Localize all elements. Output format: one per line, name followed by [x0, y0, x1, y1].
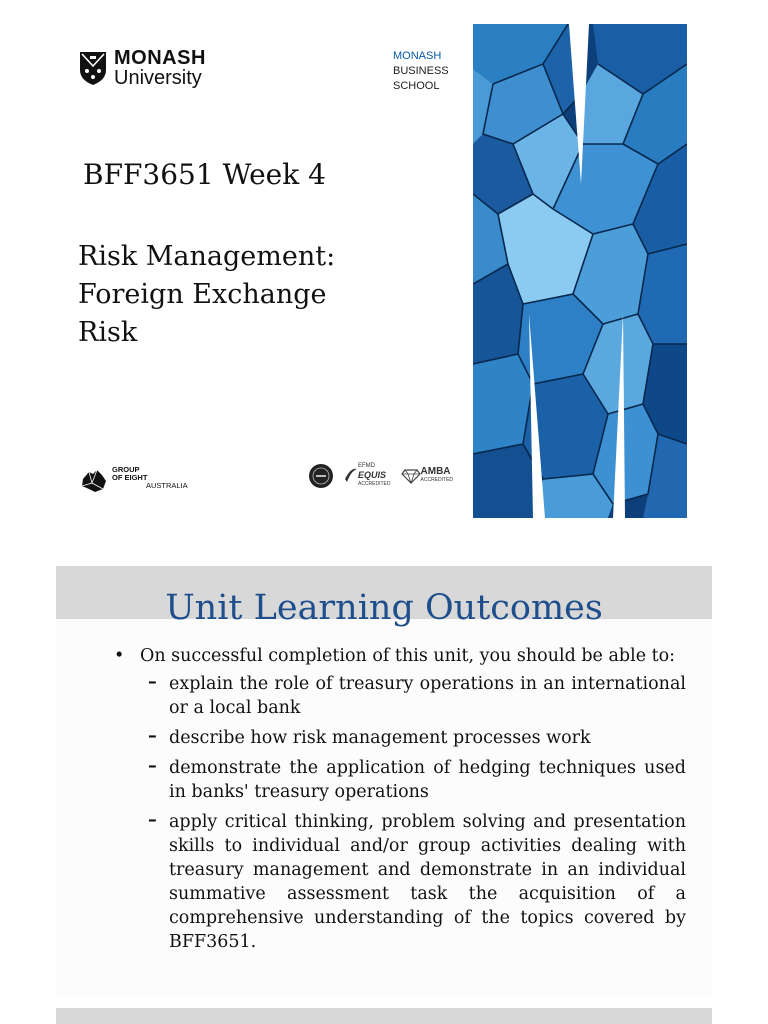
- go8-line-2: OF EIGHT: [112, 473, 148, 482]
- bullet-dot-icon: •: [114, 646, 125, 666]
- intro-bullet: [114, 646, 686, 666]
- mbs-line-2: BUSINESS: [393, 65, 449, 77]
- outcome-item: [148, 756, 686, 804]
- mbs-line-1: MONASH: [393, 50, 442, 62]
- outcome-item: [148, 810, 686, 954]
- week-title: BFF3651 Week 4: [83, 158, 326, 191]
- mbs-line-3: SCHOOL: [393, 80, 440, 92]
- go8-line-3: AUSTRALIA: [146, 481, 188, 490]
- next-slide-edge: [56, 1008, 712, 1024]
- dash-icon: –: [148, 756, 157, 776]
- lecture-title-line-2: Foreign Exchange: [78, 279, 327, 310]
- aacsb-seal-icon: [308, 463, 334, 489]
- outcome-text: demonstrate the application of hedging techniques used in banks' treasury operations: [169, 758, 686, 802]
- monash-university-logo: [78, 48, 206, 88]
- lecture-title: [78, 238, 335, 352]
- amba-sub-text: ACCREDITED: [420, 476, 454, 483]
- group-of-eight-logo: [80, 466, 188, 496]
- accreditation-logos: [308, 462, 463, 489]
- equis-swoosh-icon: [344, 465, 358, 487]
- aacsb-badge: [308, 463, 334, 489]
- australia-map-icon: [80, 469, 108, 493]
- logo-line-2: University: [114, 67, 202, 89]
- outcome-item: [148, 672, 686, 720]
- learning-outcomes-slide: [56, 566, 712, 996]
- monash-business-school-label: [393, 49, 449, 94]
- amba-diamond-icon: [401, 468, 421, 484]
- outcome-text: explain the role of treasury operations in an international or a local bank: [169, 674, 686, 718]
- lecture-title-line-3: Risk: [78, 317, 138, 348]
- intro-text: On successful completion of this unit, you should be able to:: [140, 646, 676, 666]
- dash-icon: –: [148, 726, 157, 746]
- equis-badge: [344, 462, 391, 489]
- efmd-text: EFMD: [358, 463, 375, 469]
- blue-glass-mosaic-image: [473, 24, 687, 518]
- outcomes-list: [114, 646, 686, 960]
- outcome-text: describe how risk management processes work: [169, 728, 591, 748]
- dash-icon: –: [148, 810, 157, 830]
- dash-icon: –: [148, 672, 157, 692]
- outcome-text: apply critical thinking, problem solving and presentation skills to individual and/or group activities dealing with treasury management and demonstrate in an individual summative assessment task the acquisition of a comprehensive understanding of the topics covered by BFF3651.: [169, 812, 686, 952]
- monash-crest-icon: [78, 50, 108, 86]
- equis-sub-text: ACCREDITED: [358, 481, 391, 487]
- slide-heading: Unit Learning Outcomes: [165, 588, 603, 628]
- go8-line-1: GROUP: [112, 465, 140, 474]
- equis-text: EQUIS: [358, 470, 387, 480]
- amba-badge: [401, 467, 454, 485]
- title-slide: [56, 24, 712, 522]
- amba-text: AMBA: [420, 465, 451, 477]
- outcome-item: [148, 726, 686, 750]
- logo-line-1: MONASH: [114, 47, 206, 69]
- lecture-title-line-1: Risk Management:: [78, 241, 336, 272]
